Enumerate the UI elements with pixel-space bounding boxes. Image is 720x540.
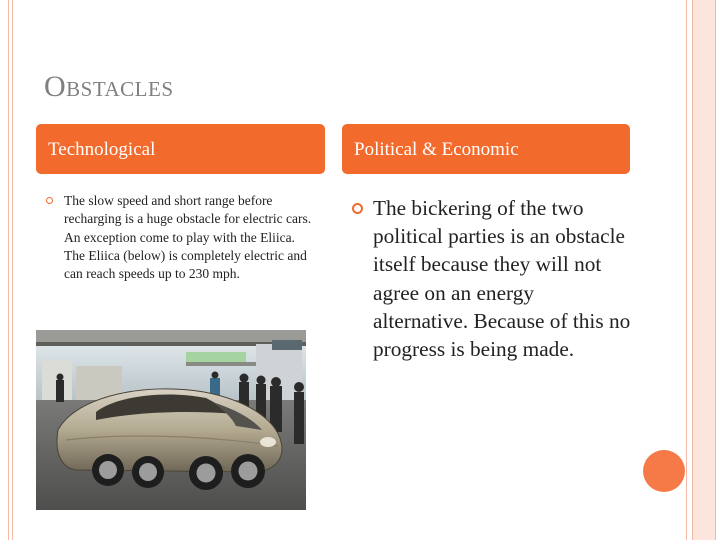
right-border-line [686, 0, 687, 540]
slide-title: Obstacles [44, 70, 174, 103]
bullet-icon [352, 203, 363, 214]
bullet-item [46, 192, 316, 283]
eliica-car-photo [36, 330, 306, 510]
header-political-economic: Political & Economic [342, 124, 630, 174]
left-border-line-inner [12, 0, 13, 540]
eliica-photo-illustration [36, 330, 306, 510]
political-economic-body [352, 194, 632, 363]
decorative-orange-circle [643, 450, 685, 492]
bullet-icon [46, 197, 53, 204]
left-border-line [8, 0, 9, 540]
political-economic-bullet-text: The bickering of the two political parties is an obstacle itself because they will not agree on an energy alternative. Because of this no progress is being made. [373, 196, 631, 362]
header-technological: Technological [36, 124, 325, 174]
technological-body [46, 192, 316, 283]
technological-bullet-text: The slow speed and short range before recharging is a huge obstacle for electric cars. An exception come to play with the Eliica. The Eliica (below) is completely electric and can reach speeds up to 230 mph. [64, 193, 312, 282]
bullet-item [352, 194, 632, 363]
right-border-band [692, 0, 716, 540]
